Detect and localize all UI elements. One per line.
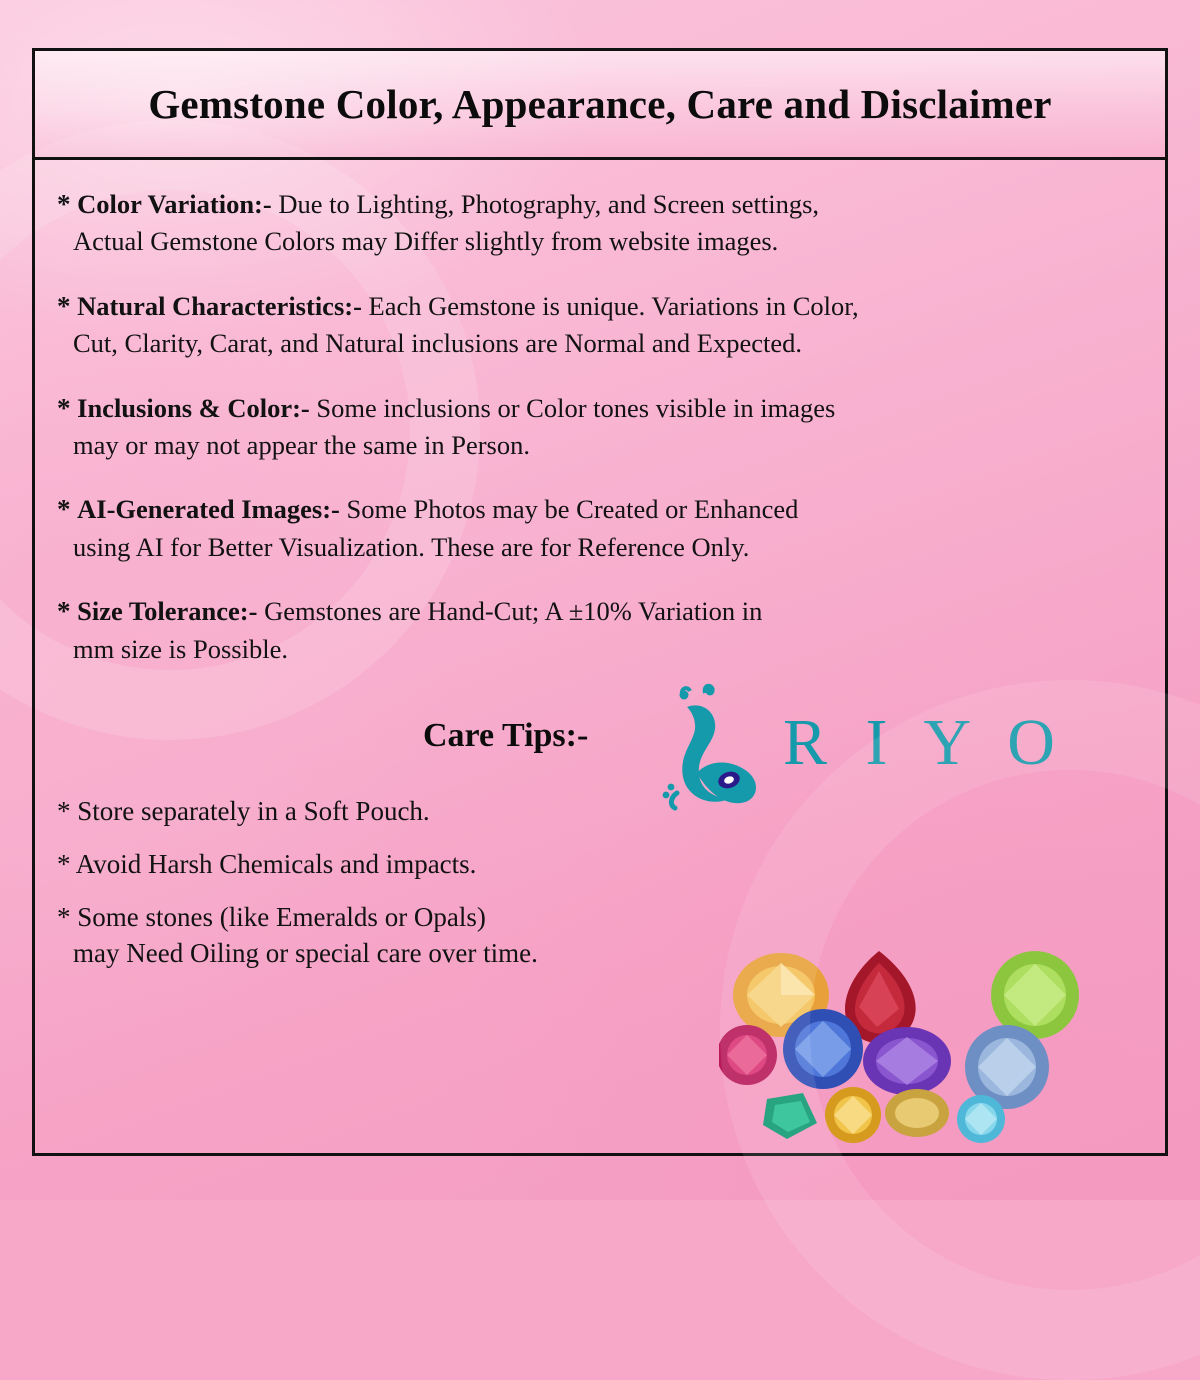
list-item [57, 793, 757, 830]
list-item-lead: Natural Characteristics:- [77, 290, 362, 321]
list-item-text: Some Photos may be Created or Enhanced [339, 494, 799, 525]
bullet-star-icon: * [57, 848, 71, 879]
list-item-lead: AI-Generated Images:- [77, 494, 340, 525]
brand-logo [653, 695, 1066, 791]
bullet-star-icon: * [57, 596, 71, 627]
list-item [57, 899, 757, 972]
list-item [57, 186, 1139, 260]
list-item-continuation: may or may not appear the same in Person. [73, 429, 530, 460]
peacock-icon [653, 681, 773, 811]
list-item [57, 390, 1139, 464]
care-item-text: Store separately in a Soft Pouch. [77, 796, 430, 827]
list-item-continuation: Actual Gemstone Colors may Differ slightly from website images. [73, 226, 779, 257]
bullet-star-icon: * [57, 189, 71, 219]
gem-ruby [719, 1025, 777, 1085]
bullet-star-icon: * [57, 494, 71, 525]
bullet-star-icon: * [57, 901, 71, 932]
gem-emerald [763, 1093, 817, 1139]
list-item-continuation: using AI for Better Visualization. These are for Reference Only. [73, 531, 750, 562]
gemstone-cluster-illustration [719, 933, 1149, 1143]
care-tips-heading: Care Tips:- [423, 717, 589, 755]
list-item-text: Each Gemstone is unique. Variations in Color, [361, 290, 859, 321]
list-item-lead: Color Variation:- [77, 189, 272, 219]
list-item-lead: Size Tolerance:- [77, 596, 258, 627]
gem-sapphire [783, 1009, 863, 1089]
care-item-text: Avoid Harsh Chemicals and impacts. [75, 848, 477, 879]
title-bar [35, 51, 1165, 160]
list-item-continuation: mm size is Possible. [73, 633, 288, 664]
list-item [57, 593, 1139, 667]
page-title: Gemstone Color, Appearance, Care and Disclaimer [148, 81, 1052, 127]
list-item-continuation: Cut, Clarity, Carat, and Natural inclusions are Normal and Expected. [73, 328, 803, 359]
bullet-star-icon: * [57, 290, 71, 321]
list-item-lead: Inclusions & Color:- [77, 392, 310, 423]
brand-name: R I Y O [783, 706, 1066, 780]
list-item-text: Due to Lighting, Photography, and Screen settings, [271, 189, 820, 219]
disclaimer-card [32, 48, 1168, 1156]
care-item-text: Some stones (like Emeralds or Opals) [77, 901, 486, 932]
care-header-row [57, 695, 1139, 791]
care-item-continuation: may Need Oiling or special care over time. [73, 938, 538, 969]
list-item [57, 491, 1139, 565]
list-item [57, 288, 1139, 362]
gem-aquamarine [957, 1095, 1005, 1143]
list-item-text: Some inclusions or Color tones visible in images [309, 392, 836, 423]
gem-yellow-citrine [825, 1087, 881, 1143]
bullet-star-icon: * [57, 796, 71, 827]
gem-amethyst [863, 1027, 951, 1095]
bullet-star-icon: * [57, 392, 71, 423]
card-body [35, 160, 1165, 972]
list-item [57, 846, 757, 883]
gem-champagne [885, 1089, 949, 1137]
list-item-text: Gemstones are Hand-Cut; A ±10% Variation in [257, 596, 763, 627]
